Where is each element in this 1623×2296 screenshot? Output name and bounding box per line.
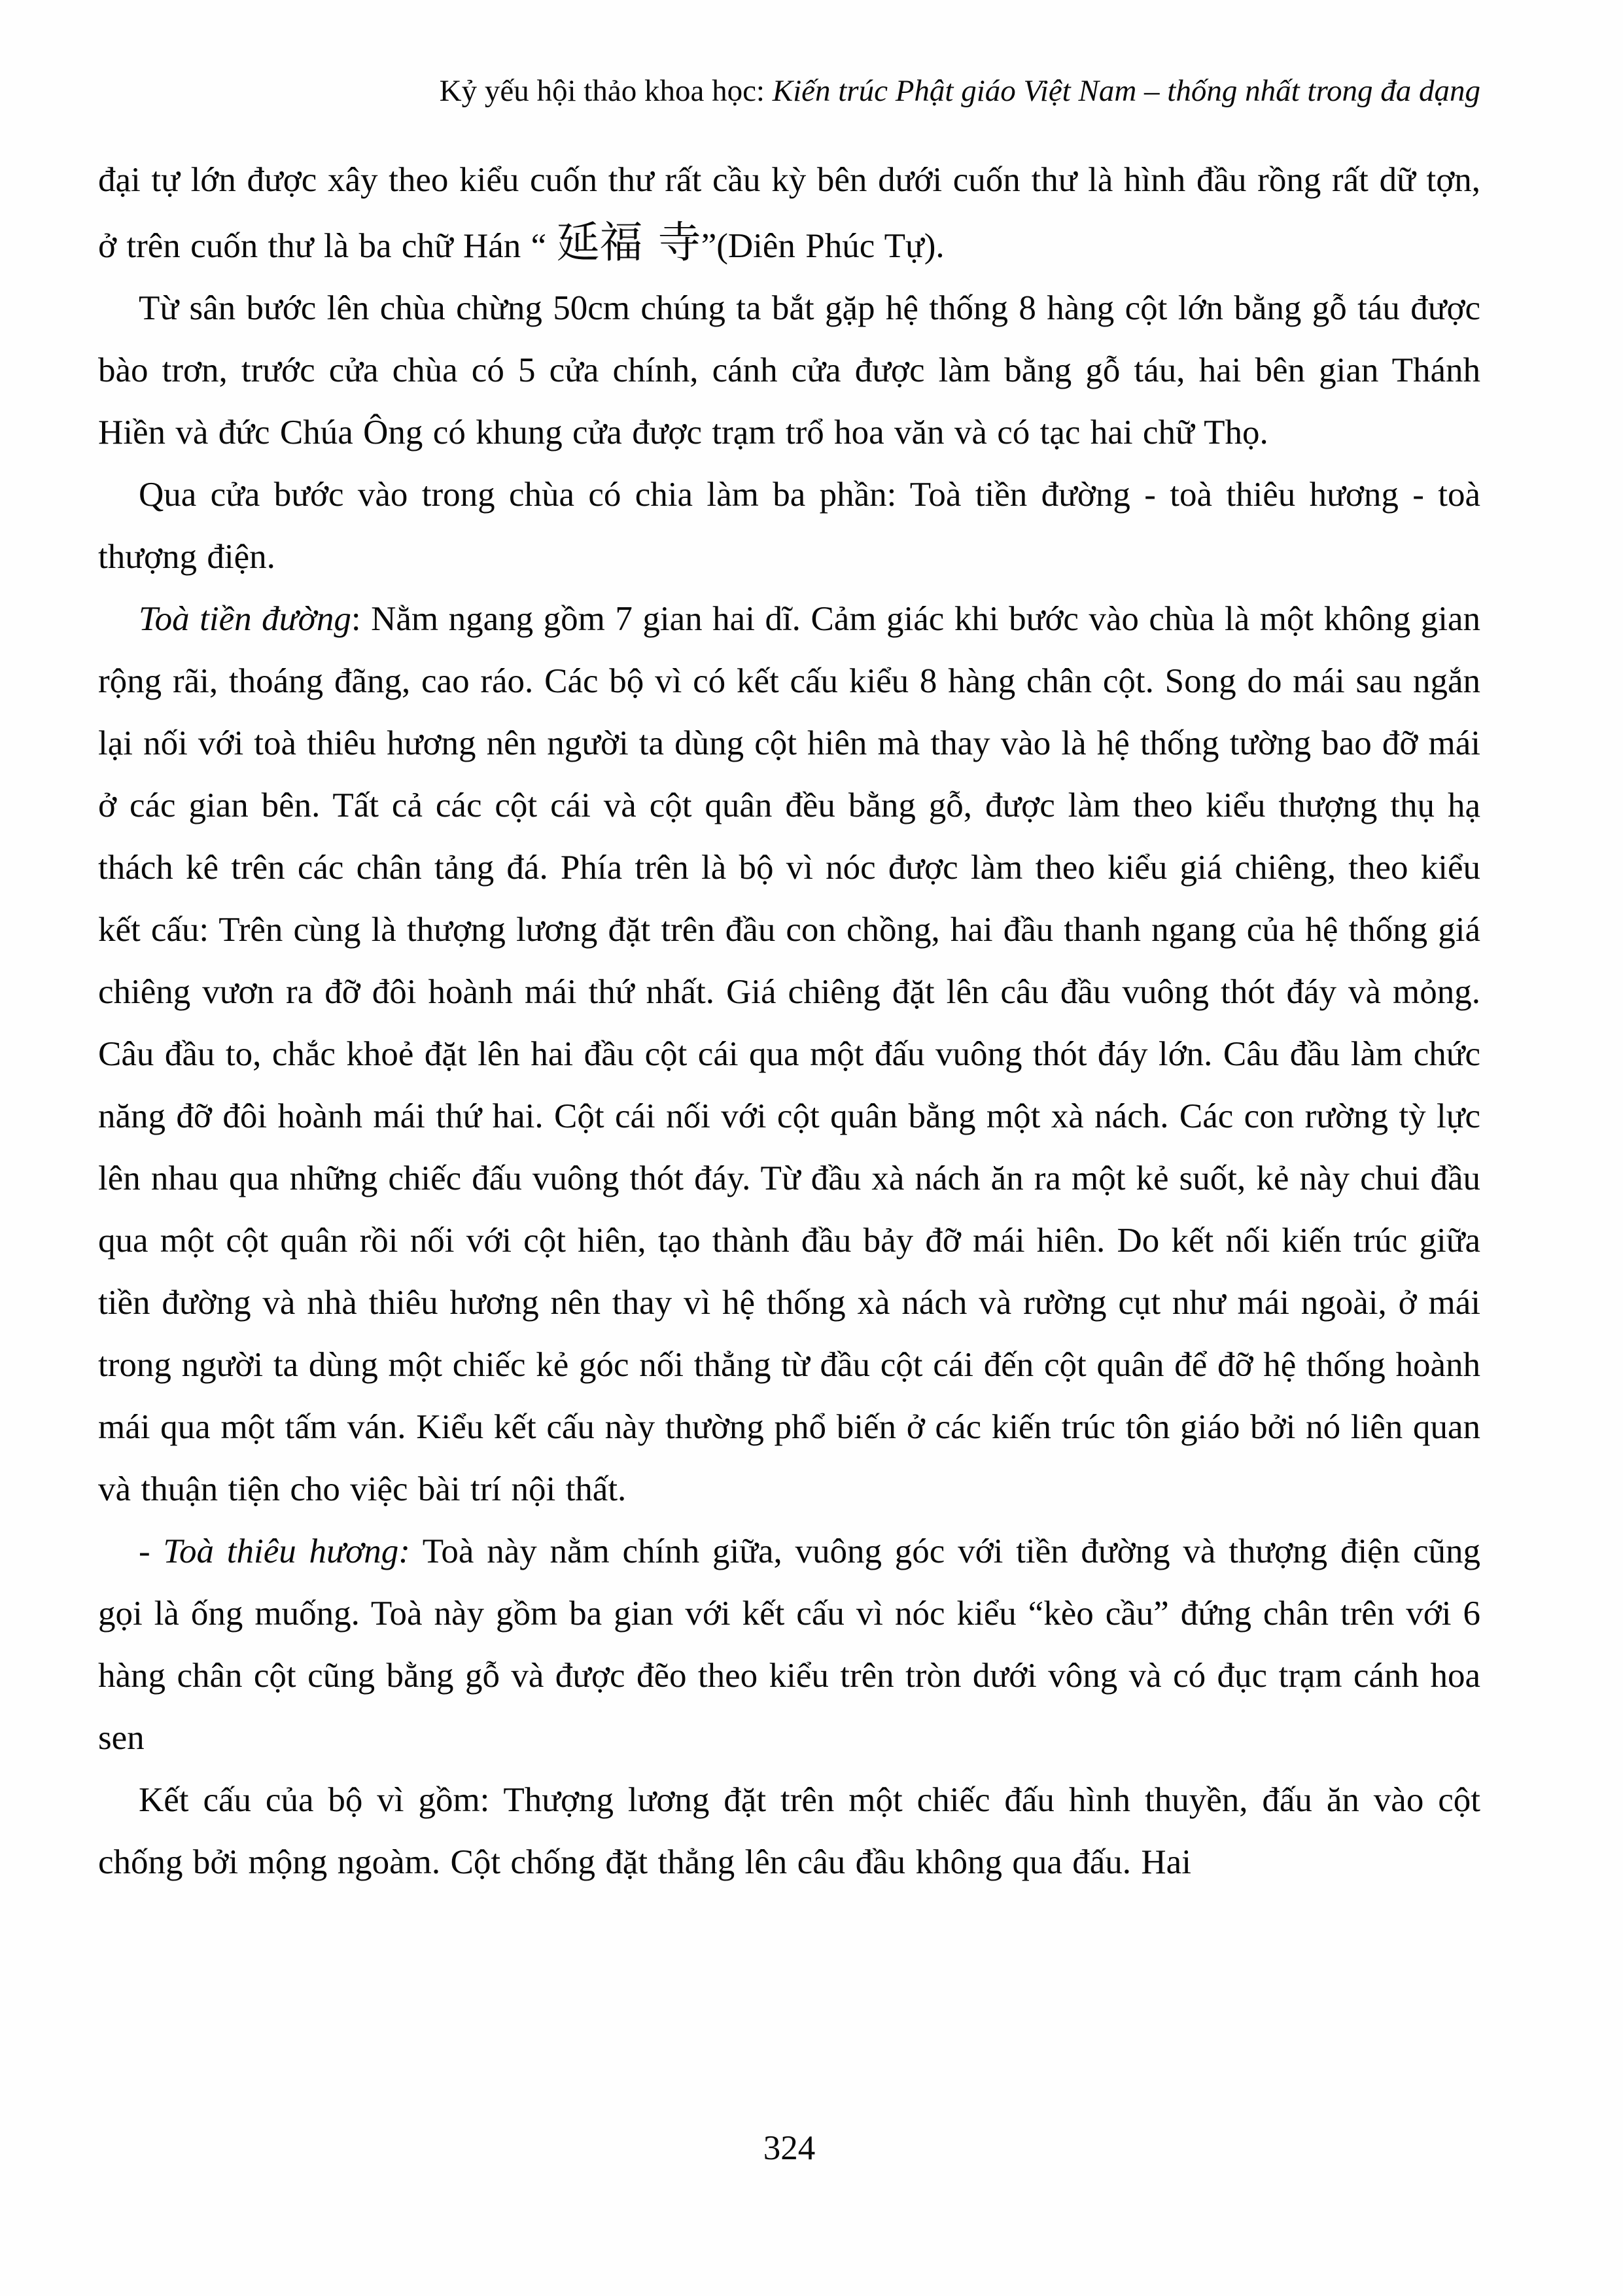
paragraph-toa-thieu-huong: [98, 1521, 1480, 1769]
para2-text: Từ sân bước lên chùa chừng 50cm chúng ta bắt gặp hệ thống 8 hàng cột lớn bằng gỗ táu được bào trơn, trước cửa chùa có 5 cửa chính, cánh cửa được làm bằng gỗ táu, hai bên gian Thánh Hiền và đức Chúa Ông có khung cửa được trạm trổ hoa văn và có tạc hai chữ Thọ.: [98, 289, 1480, 451]
para5-body: Toà này nằm chính giữa, vuông góc với tiền đường và thượng điện cũng gọi là ống muống. Toà này gồm ba gian với kết cấu vì nóc kiểu “kèo cầu” đứng chân trên với 6 hàng chân cột cũng bằng gỗ và được đẽo theo kiểu trên tròn dưới vông và có đục trạm cánh hoa sen: [98, 1532, 1480, 1757]
paragraph-qua-cua: [98, 464, 1480, 588]
para4-body: : Nằm ngang gồm 7 gian hai dĩ. Cảm giác khi bước vào chùa là một không gian rộng rãi, thoáng đãng, cao ráo. Các bộ vì có kết cấu kiểu 8 hàng chân cột. Song do mái sau ngắn lại nối với toà thiêu hương nên người ta dùng cột hiên mà thay vào là hệ thống tường bao đỡ mái ở các gian bên. Tất cả các cột cái và cột quân đều bằng gỗ, được làm theo kiểu thượng thụ hạ thách kê trên các chân tảng đá. Phía trên là bộ vì nóc được làm theo kiểu giá chiêng, theo kiểu kết cấu: Trên cùng là thượng lương đặt trên đầu con chồng, hai đầu thanh ngang của hệ thống giá chiêng vươn ra đỡ đôi hoành mái thứ nhất. Giá chiêng đặt lên câu đầu vuông thót đáy và mỏng. Câu đầu to, chắc khoẻ đặt lên hai đầu cột cái qua một đấu vuông thót đáy lớn. Câu đầu làm chức năng đỡ đôi hoành mái thứ hai. Cột cái nối với cột quân bằng một xà nách. Các con rường tỳ lực lên nhau qua những chiếc đấu vuông thót đáy. Từ đầu xà nách ăn ra một kẻ suốt, kẻ này chui đầu qua một cột quân rồi nối với cột hiên, tạo thành đầu bảy đỡ mái hiên. Do kết nối kiến trúc giữa tiền đường và nhà thiêu hương nên thay vì hệ thống xà nách và rường cụt như mái ngoài, ở mái trong người ta dùng một chiếc kẻ góc nối thẳng từ đầu cột cái đến cột quân để đỡ hệ thống hoành mái qua một tấm ván. Kiểu kết cấu này thường phổ biến ở các kiến trúc tôn giáo bởi nó liên quan và thuận tiện cho việc bài trí nội thất.: [98, 600, 1480, 1508]
page-number: 324: [763, 2129, 816, 2167]
paragraph-toa-tien-duong: [98, 588, 1480, 1521]
para4-lead-italic: Toà tiền đường: [139, 600, 351, 638]
para5-lead-italic: - Toà thiêu hương:: [139, 1532, 410, 1570]
para6-text: Kết cấu của bộ vì gồm: Thượng lương đặt trên một chiếc đấu hình thuyền, đấu ăn vào cột chống bởi mộng ngoàm. Cột chống đặt thẳng lên câu đầu không qua đấu. Hai: [98, 1781, 1480, 1881]
para1-text-start: đại tự lớn được xây theo kiểu cuốn thư rất cầu kỳ bên dưới cuốn thư là hình đầu rồng rất dữ tợn, ở trên cuốn thư là ba chữ Hán “: [98, 161, 1480, 265]
paragraph-ket-cau: [98, 1769, 1480, 1894]
header-proceedings-title: Kiến trúc Phật giáo Việt Nam – thống nhất trong đa dạng: [772, 74, 1480, 108]
han-characters: 延福 寺: [556, 217, 701, 268]
page-header: [98, 71, 1480, 111]
header-prefix: Kỷ yếu hội thảo khoa học:: [439, 74, 773, 108]
para1-text-end: ”(Diên Phúc Tự).: [701, 227, 945, 265]
paragraph-tu-san: [98, 277, 1480, 464]
paragraph-continued: [98, 149, 1480, 277]
page-body: [98, 149, 1480, 1894]
para3-text: Qua cửa bước vào trong chùa có chia làm ba phần: Toà tiền đường - toà thiêu hương - toà thượng điện.: [98, 476, 1480, 576]
page-footer: [98, 2128, 1480, 2168]
